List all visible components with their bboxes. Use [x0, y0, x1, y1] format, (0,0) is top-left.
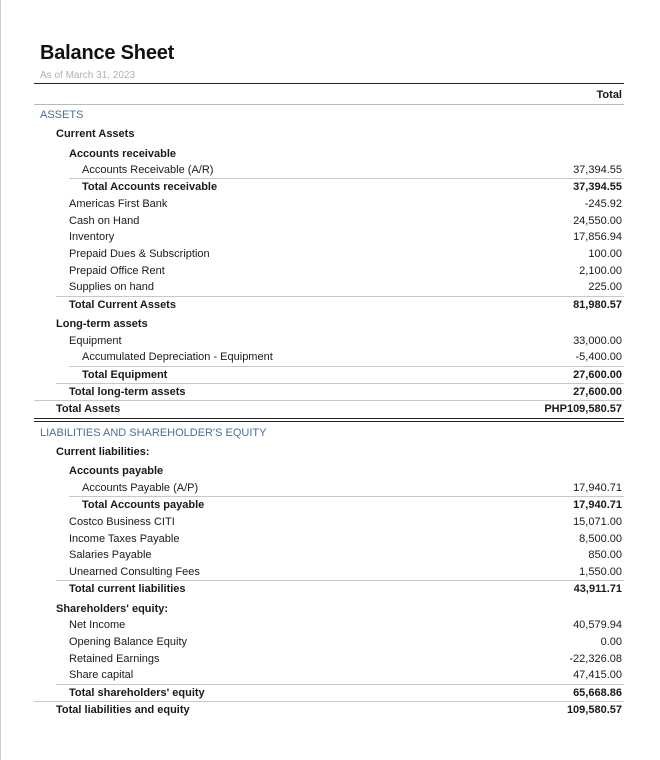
line-item — [34, 667, 624, 683]
line-item-amount: -5,400.00 — [575, 351, 622, 363]
report-subtitle: As of March 31, 2023 — [40, 70, 136, 81]
line-item-amount: 225.00 — [588, 281, 622, 293]
total-amount: 43,911.71 — [573, 583, 622, 595]
line-item-amount: 37,394.55 — [573, 164, 622, 176]
total-row — [34, 384, 624, 400]
line-item-amount: 24,550.00 — [573, 215, 622, 227]
total-row — [34, 497, 624, 513]
line-item-label: Equipment — [69, 335, 122, 347]
line-item — [34, 279, 624, 295]
total-amount: 81,980.57 — [573, 299, 622, 311]
line-item-label: Unearned Consulting Fees — [69, 566, 200, 578]
total-amount: PHP109,580.57 — [544, 403, 622, 415]
grand-total-row — [34, 702, 624, 718]
line-item-label: Inventory — [69, 231, 115, 243]
line-item-label: Salaries Payable — [69, 549, 152, 561]
group-label: Shareholders' equity: — [56, 603, 169, 615]
group-current-assets — [34, 126, 624, 142]
group-long-term-assets — [34, 316, 624, 332]
column-header-total: Total — [596, 89, 622, 101]
line-item-amount: 0.00 — [600, 636, 622, 648]
line-item — [34, 531, 624, 547]
line-item — [34, 196, 624, 212]
line-item-amount: 2,100.00 — [579, 265, 622, 277]
line-item-label: Income Taxes Payable — [69, 533, 180, 545]
line-item — [34, 246, 624, 262]
total-label: Total current liabilities — [69, 583, 186, 595]
line-item-amount: -22,326.08 — [569, 653, 622, 665]
line-item-amount: 33,000.00 — [573, 335, 622, 347]
section-label: LIABILITIES AND SHAREHOLDER'S EQUITY — [40, 427, 267, 439]
group-label: Accounts payable — [69, 465, 164, 477]
line-item-label: Americas First Bank — [69, 198, 168, 210]
total-label: Total Accounts receivable — [82, 181, 218, 193]
total-amount: 37,394.55 — [573, 181, 622, 193]
line-item-label: Prepaid Office Rent — [69, 265, 165, 277]
total-amount: 27,600.00 — [573, 386, 622, 398]
line-item-label: Accumulated Depreciation - Equipment — [82, 351, 273, 363]
line-item — [34, 480, 624, 496]
report-title: Balance Sheet — [40, 42, 175, 64]
line-item-label: Supplies on hand — [69, 281, 155, 293]
total-row — [34, 179, 624, 195]
line-item-amount: 1,550.00 — [579, 566, 622, 578]
total-row — [34, 685, 624, 701]
line-item — [34, 263, 624, 279]
total-label: Total Assets — [56, 403, 121, 415]
group-accounts-receivable — [34, 146, 624, 162]
section-liabilities-equity — [34, 425, 624, 441]
line-item — [34, 634, 624, 650]
total-label: Total liabilities and equity — [56, 704, 190, 716]
line-item — [34, 349, 624, 365]
section-label: ASSETS — [40, 109, 84, 121]
line-item-label: Opening Balance Equity — [69, 636, 188, 648]
line-item-amount: 17,856.94 — [573, 231, 622, 243]
total-amount: 65,668.86 — [573, 687, 622, 699]
line-item-amount: 47,415.00 — [573, 669, 622, 681]
line-item — [34, 162, 624, 178]
line-item-label: Cash on Hand — [69, 215, 140, 227]
line-item-amount: 40,579.94 — [573, 619, 622, 631]
column-header-divider — [34, 104, 624, 105]
total-label: Total Current Assets — [69, 299, 176, 311]
total-row — [34, 581, 624, 597]
group-label: Current liabilities: — [56, 446, 150, 458]
line-item-amount: 17,940.71 — [573, 482, 622, 494]
line-item-amount: 8,500.00 — [579, 533, 622, 545]
line-item-amount: 850.00 — [588, 549, 622, 561]
line-item — [34, 617, 624, 633]
total-amount: 109,580.57 — [566, 704, 622, 716]
group-shareholders-equity — [34, 601, 624, 617]
group-current-liabilities — [34, 444, 624, 460]
line-item-label: Accounts Receivable (A/R) — [82, 164, 214, 176]
line-item-label: Share capital — [69, 669, 134, 681]
line-item-label: Costco Business CITI — [69, 516, 175, 528]
page-left-border — [0, 0, 1, 760]
line-item-label: Net Income — [69, 619, 126, 631]
total-label: Total Accounts payable — [82, 499, 205, 511]
line-item-amount: 15,071.00 — [573, 516, 622, 528]
line-item — [34, 514, 624, 530]
total-row — [34, 367, 624, 383]
line-item-label: Prepaid Dues & Subscription — [69, 248, 210, 260]
group-label: Accounts receivable — [69, 148, 176, 160]
total-amount: 27,600.00 — [573, 369, 622, 381]
line-item-amount: -245.92 — [584, 198, 622, 210]
line-item — [34, 213, 624, 229]
line-item — [34, 229, 624, 245]
section-assets — [34, 107, 624, 123]
line-item-label: Accounts Payable (A/P) — [82, 482, 199, 494]
total-label: Total shareholders' equity — [69, 687, 205, 699]
line-item — [34, 564, 624, 580]
grand-total-double-rule — [34, 418, 624, 422]
line-item-label: Retained Earnings — [69, 653, 160, 665]
total-label: Total Equipment — [82, 369, 168, 381]
header-divider — [34, 83, 624, 84]
total-row — [34, 297, 624, 313]
total-amount: 17,940.71 — [573, 499, 622, 511]
group-label: Current Assets — [56, 128, 135, 140]
grand-total-row — [34, 401, 624, 417]
line-item-amount: 100.00 — [588, 248, 622, 260]
total-label: Total long-term assets — [69, 386, 186, 398]
group-label: Long-term assets — [56, 318, 148, 330]
line-item — [34, 547, 624, 563]
group-accounts-payable — [34, 463, 624, 479]
line-item — [34, 651, 624, 667]
line-item — [34, 333, 624, 349]
